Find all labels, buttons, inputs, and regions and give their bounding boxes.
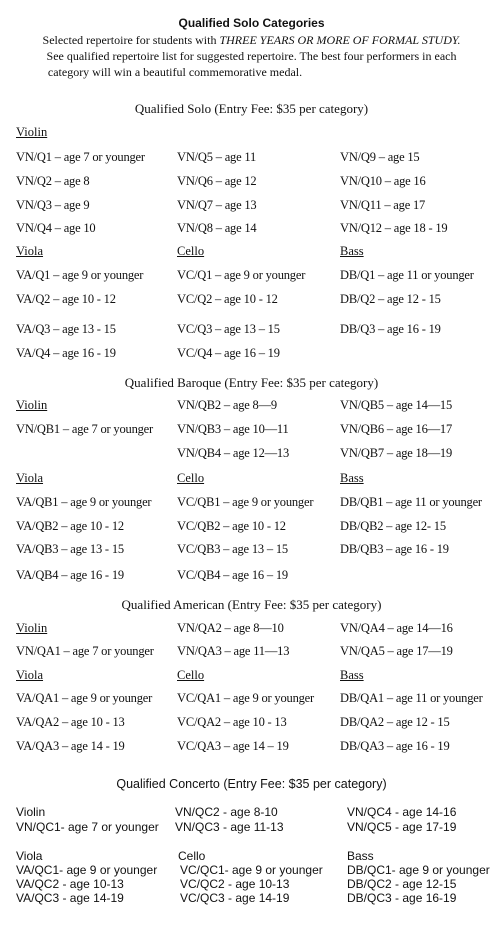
american-violin-label: Violin — [16, 621, 48, 635]
solo-violin-label: Violin — [16, 125, 48, 139]
american-violin-item: VN/QA2 – age 8—10 — [177, 621, 284, 635]
solo-violin-item: VN/Q9 – age 15 — [340, 150, 420, 164]
baroque-cello-item: VC/QB2 – age 10 - 12 — [177, 519, 286, 533]
concerto-violin-item: VN/QC2 - age 8-10 — [175, 805, 278, 819]
baroque-violin-item: VN/QB2 – age 8—9 — [177, 398, 277, 412]
concerto-viola-item: VA/QC3 - age 14-19 — [16, 891, 124, 905]
concerto-section-title: Qualified Concerto (Entry Fee: $35 per category) — [116, 777, 387, 791]
baroque-violin-item: VN/QB1 – age 7 or younger — [16, 422, 153, 436]
solo-violin-item: VN/Q2 – age 8 — [16, 174, 90, 188]
solo-violin-item: VN/Q5 – age 11 — [177, 150, 257, 164]
american-cello-item: VC/QA2 – age 10 - 13 — [177, 715, 287, 729]
solo-bass-label: Bass — [340, 244, 364, 258]
intro-line-2: See qualified repertoire list for suggested repertoire. The best four performers in each — [46, 49, 457, 63]
concerto-violin-label: Violin — [16, 805, 46, 819]
american-viola-item: VA/QA2 – age 10 - 13 — [16, 715, 125, 729]
baroque-viola-label: Viola — [16, 471, 44, 485]
concerto-violin-item: VN/QC1- age 7 or younger — [16, 820, 159, 834]
intro-line-1 — [0, 33, 503, 48]
baroque-violin-item: VN/QB5 – age 14—15 — [340, 398, 453, 412]
american-cello-label: Cello — [177, 668, 205, 682]
american-viola-item: VA/QA1 – age 9 or younger — [16, 691, 153, 705]
american-viola-label: Viola — [16, 668, 44, 682]
baroque-viola-item: VA/QB2 – age 10 - 12 — [16, 519, 124, 533]
baroque-cello-item: VC/QB4 – age 16 – 19 — [177, 568, 288, 582]
baroque-violin-item: VN/QB6 – age 16—17 — [340, 422, 453, 436]
american-bass-item: DB/QA1 – age 11 or younger — [340, 691, 483, 705]
concerto-bass-label: Bass — [347, 849, 374, 863]
solo-viola-item: VA/Q2 – age 10 - 12 — [16, 292, 116, 306]
concerto-viola-label: Viola — [16, 849, 43, 863]
concerto-bass-item: DB/QC1- age 9 or younger — [347, 863, 490, 877]
solo-viola-item: VA/Q4 – age 16 - 19 — [16, 346, 116, 360]
baroque-viola-item: VA/QB1 – age 9 or younger — [16, 495, 152, 509]
baroque-violin-label: Violin — [16, 398, 48, 412]
baroque-section-title: Qualified Baroque (Entry Fee: $35 per category) — [124, 375, 379, 390]
solo-cello-label: Cello — [177, 244, 205, 258]
baroque-cello-label: Cello — [177, 471, 205, 485]
solo-cello-item: VC/Q4 – age 16 – 19 — [177, 346, 280, 360]
solo-violin-item: VN/Q11 – age 17 — [340, 198, 426, 212]
american-violin-item: VN/QA4 – age 14—16 — [340, 621, 453, 635]
concerto-viola-item: VA/QC2 - age 10-13 — [16, 877, 124, 891]
solo-bass-item: DB/Q2 – age 12 - 15 — [340, 292, 441, 306]
solo-cello-item: VC/Q3 – age 13 – 15 — [177, 322, 280, 336]
baroque-bass-item: DB/QB3 – age 16 - 19 — [340, 542, 449, 556]
intro-line-1-emphasis: THREE YEARS OR MORE OF FORMAL STUDY. — [219, 33, 461, 47]
baroque-cello-item: VC/QB1 – age 9 or younger — [177, 495, 314, 509]
solo-violin-item: VN/Q10 – age 16 — [340, 174, 426, 188]
american-bass-label: Bass — [340, 668, 364, 682]
american-bass-item: DB/QA3 – age 16 - 19 — [340, 739, 450, 753]
baroque-bass-item: DB/QB1 – age 11 or younger — [340, 495, 482, 509]
american-violin-item: VN/QA5 – age 17—19 — [340, 644, 453, 658]
american-violin-item: VN/QA1 – age 7 or younger — [16, 644, 154, 658]
concerto-violin-item: VN/QC5 - age 17-19 — [347, 820, 457, 834]
baroque-bass-label: Bass — [340, 471, 364, 485]
concerto-viola-item: VA/QC1- age 9 or younger — [16, 863, 158, 877]
american-viola-item: VA/QA3 – age 14 - 19 — [16, 739, 125, 753]
solo-cello-item: VC/Q2 – age 10 - 12 — [177, 292, 278, 306]
american-cello-item: VC/QA3 – age 14 – 19 — [177, 739, 289, 753]
baroque-viola-item: VA/QB4 – age 16 - 19 — [16, 568, 124, 582]
solo-bass-item: DB/Q3 – age 16 - 19 — [340, 322, 441, 336]
concerto-cello-item: VC/QC3 - age 14-19 — [180, 891, 290, 905]
intro-line-1-text: Selected repertoire for students with — [42, 33, 220, 47]
solo-violin-item: VN/Q1 – age 7 or younger — [16, 150, 145, 164]
solo-viola-label: Viola — [16, 244, 44, 258]
concerto-cello-item: VC/QC1- age 9 or younger — [180, 863, 323, 877]
baroque-bass-item: DB/QB2 – age 12- 15 — [340, 519, 446, 533]
intro-line-3: category will win a beautiful commemorative medal. — [47, 65, 303, 79]
solo-violin-item: VN/Q4 – age 10 — [16, 221, 96, 235]
solo-violin-item: VN/Q7 – age 13 — [177, 198, 257, 212]
concerto-cello-label: Cello — [178, 849, 206, 863]
page-title: Qualified Solo Categories — [178, 16, 325, 30]
solo-section-title: Qualified Solo (Entry Fee: $35 per category) — [134, 101, 369, 116]
solo-violin-item: VN/Q3 – age 9 — [16, 198, 90, 212]
baroque-violin-item: VN/QB4 – age 12—13 — [177, 446, 290, 460]
american-violin-item: VN/QA3 – age 11—13 — [177, 644, 290, 658]
baroque-violin-item: VN/QB7 – age 18—19 — [340, 446, 453, 460]
concerto-violin-item: VN/QC3 - age 11-13 — [175, 820, 284, 834]
solo-violin-item: VN/Q12 – age 18 - 19 — [340, 221, 448, 235]
solo-cello-item: VC/Q1 – age 9 or younger — [177, 268, 306, 282]
solo-bass-item: DB/Q1 – age 11 or younger — [340, 268, 474, 282]
american-section-title: Qualified American (Entry Fee: $35 per category) — [121, 597, 382, 612]
concerto-bass-item: DB/QC2 - age 12-15 — [347, 877, 457, 891]
solo-viola-item: VA/Q3 – age 13 - 15 — [16, 322, 116, 336]
concerto-violin-item: VN/QC4 - age 14-16 — [347, 805, 457, 819]
american-cello-item: VC/QA1 – age 9 or younger — [177, 691, 314, 705]
solo-violin-item: VN/Q6 – age 12 — [177, 174, 257, 188]
solo-violin-item: VN/Q8 – age 14 — [177, 221, 257, 235]
baroque-viola-item: VA/QB3 – age 13 - 15 — [16, 542, 124, 556]
american-bass-item: DB/QA2 – age 12 - 15 — [340, 715, 450, 729]
concerto-cello-item: VC/QC2 - age 10-13 — [180, 877, 290, 891]
baroque-violin-item: VN/QB3 – age 10—11 — [177, 422, 289, 436]
solo-viola-item: VA/Q1 – age 9 or younger — [16, 268, 144, 282]
baroque-cello-item: VC/QB3 – age 13 – 15 — [177, 542, 288, 556]
concerto-bass-item: DB/QC3 - age 16-19 — [347, 891, 457, 905]
